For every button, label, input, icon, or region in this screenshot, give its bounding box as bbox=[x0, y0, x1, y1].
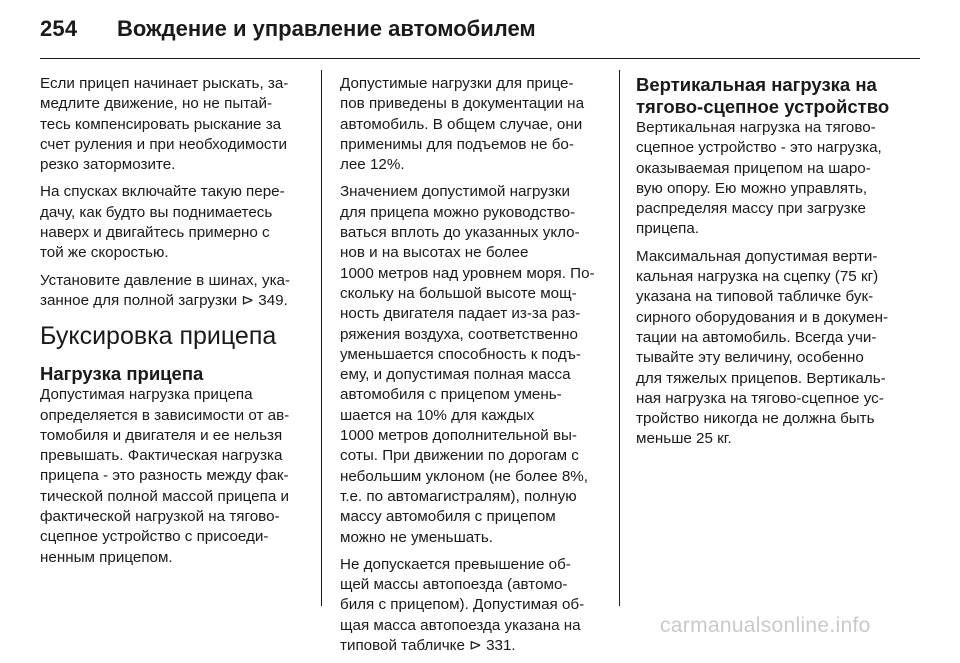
subsection-title: Нагрузка прицепа bbox=[40, 363, 204, 385]
text-line: ряжения воздуха, соответственно bbox=[340, 325, 579, 343]
text-line: можно не уменьшать. bbox=[340, 528, 493, 546]
text-line: счет руления и при необходимости bbox=[40, 135, 287, 153]
text-line: меньше 25 кг. bbox=[636, 430, 732, 448]
text-line: пов приведены в документации на bbox=[340, 95, 585, 113]
text-line: соты. При движении по дорогам с bbox=[340, 447, 579, 465]
text-line: автомобиля с прицепом умень- bbox=[340, 386, 562, 404]
text-line: тесь компенсировать рыскание за bbox=[40, 115, 282, 133]
text-line: сирного оборудования и в докумен- bbox=[636, 308, 889, 326]
text-line: Не допускается превышение об- bbox=[340, 555, 571, 573]
text-line: дачу, как будто вы поднимаетесь bbox=[40, 203, 273, 221]
text-line: Значением допустимой нагрузки bbox=[340, 183, 570, 201]
text-line: для тяжелых прицепов. Вертикаль- bbox=[636, 369, 886, 387]
text-line: т.е. по автомагистралям), полную bbox=[340, 487, 577, 505]
text-line: небольшим уклоном (не более 8%, bbox=[340, 467, 589, 485]
text-line: прицепа - это разность между фак- bbox=[40, 467, 289, 485]
text-line: Допустимая нагрузка прицепа bbox=[40, 386, 253, 404]
watermark: carmanualsonline.info bbox=[660, 614, 871, 637]
text-line: для прицепа можно руководство- bbox=[340, 203, 576, 221]
text-line: прицепа. bbox=[636, 220, 700, 238]
text-line: Установите давление в шинах, ука- bbox=[40, 271, 291, 289]
header-rule bbox=[40, 58, 920, 59]
text-line: щей массы автопоезда (автомо- bbox=[340, 576, 568, 594]
text-line: Если прицеп начинает рыскать, за- bbox=[40, 75, 289, 92]
text-line: Максимальная допустимая верти- bbox=[636, 247, 878, 265]
text-line: 1000 метров над уровнем моря. По- bbox=[340, 264, 595, 282]
paragraph bbox=[636, 247, 914, 450]
text-line: фактической нагрузкой на тягово- bbox=[40, 508, 280, 526]
column-2 bbox=[340, 74, 610, 663]
page-title: Вождение и управление автомобилем bbox=[117, 16, 536, 41]
text-line: медлите движение, но не пытай- bbox=[40, 95, 273, 113]
text-line: тывайте эту величину, особенно bbox=[636, 349, 864, 367]
page-number: 254 bbox=[40, 16, 78, 41]
text-line: томобиля и двигателя и ее нельзя bbox=[40, 426, 283, 444]
text-line: ваться вплоть до указанных укло- bbox=[340, 224, 580, 242]
text-line: Вертикальная нагрузка на тягово- bbox=[636, 119, 876, 136]
section-title: Буксировка прицепа bbox=[40, 322, 277, 351]
text-line: сцепное устройство - это нагрузка, bbox=[636, 139, 882, 157]
paragraph bbox=[40, 182, 310, 263]
column-1 bbox=[40, 74, 310, 575]
text-line: массу автомобиля с прицепом bbox=[340, 508, 556, 526]
text-line: ненным прицепом. bbox=[40, 548, 173, 566]
text-line: На спусках включайте такую пере- bbox=[40, 183, 285, 201]
text-line: тройство никогда не должна быть bbox=[636, 410, 875, 428]
column-3 bbox=[636, 74, 914, 457]
text-line: Вертикальная нагрузка на bbox=[636, 74, 877, 95]
text-line: 1000 метров дополнительной вы- bbox=[340, 427, 577, 445]
text-line: тации на автомобиль. Всегда учи- bbox=[636, 328, 877, 346]
text-line: Допустимые нагрузки для прице- bbox=[340, 75, 574, 92]
text-line: ная нагрузка на тягово-сцепное ус- bbox=[636, 389, 884, 407]
text-line: шается на 10% для каждых bbox=[340, 406, 535, 424]
text-line: тягово-сцепное устройство bbox=[636, 96, 890, 117]
text-line: определяется в зависимости от ав- bbox=[40, 406, 290, 424]
text-line: занное для полной загрузки ⊳ 349. bbox=[40, 291, 288, 309]
subsection-title bbox=[636, 74, 914, 118]
text-line: биля с прицепом). Допустимая об- bbox=[340, 596, 585, 614]
text-line: ему, и допустимая полная масса bbox=[340, 366, 571, 384]
paragraph bbox=[40, 271, 310, 312]
text-line: наверх и двигайтесь примерно с bbox=[40, 224, 270, 242]
text-line: резко затормозите. bbox=[40, 156, 176, 174]
paragraph bbox=[340, 74, 610, 175]
text-line: щая масса автопоезда указана на bbox=[340, 616, 581, 634]
paragraph bbox=[636, 118, 914, 240]
text-line: скольку на большой высоте мощ- bbox=[340, 284, 577, 302]
text-line: вую опору. Ею можно управлять, bbox=[636, 179, 868, 197]
text-line: той же скоростью. bbox=[40, 244, 169, 262]
text-line: кальная нагрузка на сцепку (75 кг) bbox=[636, 268, 879, 286]
paragraph bbox=[340, 555, 610, 656]
text-line: нов и на высотах не более bbox=[340, 244, 529, 262]
text-line: указана на типовой табличке бук- bbox=[636, 288, 874, 306]
paragraph bbox=[340, 182, 610, 547]
text-line: превышать. Фактическая нагрузка bbox=[40, 447, 283, 465]
text-line: оказываемая прицепом на шаро- bbox=[636, 159, 871, 177]
text-line: сцепное устройство с присоеди- bbox=[40, 528, 269, 546]
text-line: тической полной массой прицепа и bbox=[40, 487, 289, 505]
column-divider bbox=[321, 70, 322, 606]
text-line: типовой табличке ⊳ 331. bbox=[340, 637, 516, 655]
text-line: распределяя массу при загрузке bbox=[636, 200, 866, 218]
page-header bbox=[0, 0, 960, 58]
text-line: применимы для подъемов не бо- bbox=[340, 135, 574, 153]
paragraph bbox=[40, 385, 310, 568]
column-divider bbox=[619, 70, 620, 606]
paragraph bbox=[40, 74, 310, 175]
text-line: лее 12%. bbox=[340, 156, 405, 174]
text-line: уменьшается способность к подъ- bbox=[340, 345, 581, 363]
text-line: ность двигателя падает из-за раз- bbox=[340, 305, 581, 323]
text-line: автомобиль. В общем случае, они bbox=[340, 115, 583, 133]
